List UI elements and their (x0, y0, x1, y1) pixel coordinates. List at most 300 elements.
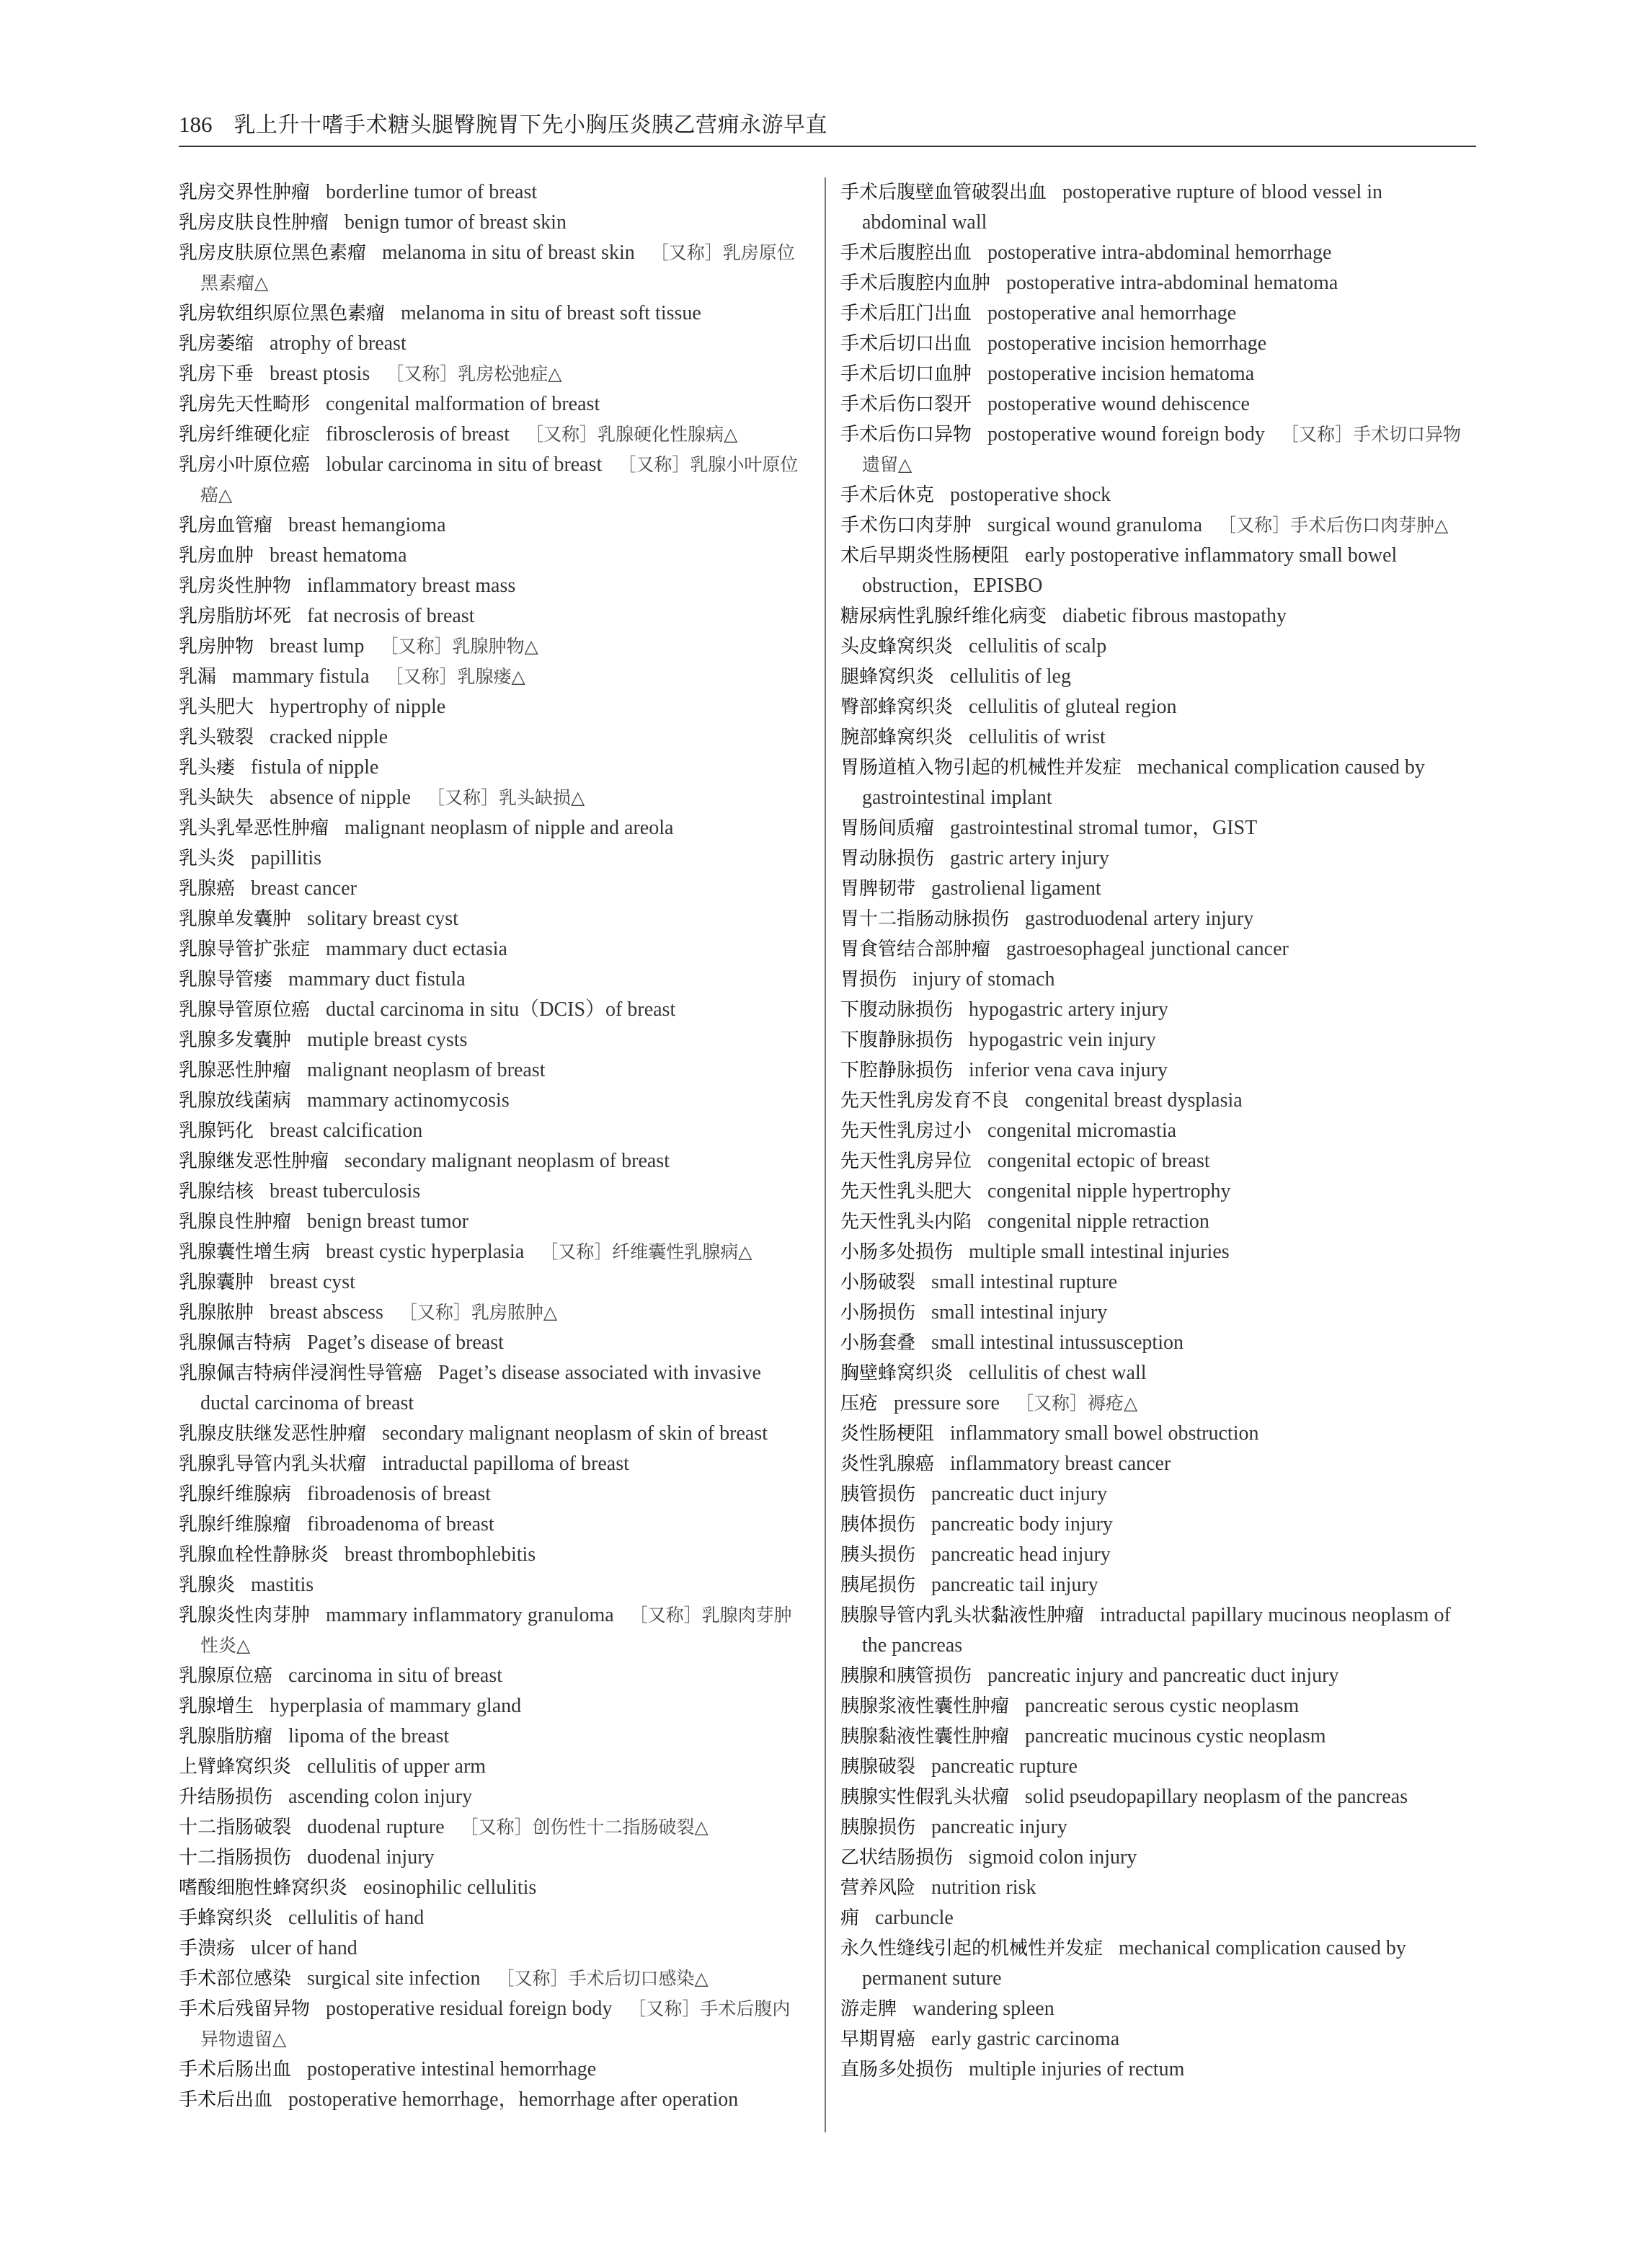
entry-term-zh: 小肠多处损伤 (840, 1241, 954, 1263)
entry-term-zh: 乳腺继发恶性肿瘤 (179, 1151, 329, 1172)
entry-term-en: mammary fistula (232, 665, 370, 688)
glossary-entry (179, 389, 807, 420)
glossary-entry (179, 1267, 807, 1298)
entry-term-en: postoperative wound foreign body (987, 423, 1265, 446)
glossary-entry (179, 298, 807, 329)
running-title: 乳上升十嗜手术糖头腿臀腕胃下先小胸压炎胰乙营痈永游早直 (234, 112, 827, 138)
entry-term-zh: 乳房血管瘤 (179, 515, 273, 536)
entry-term-zh: 乳腺囊性增生病 (179, 1241, 311, 1263)
entry-term-zh: 术后早期炎性肠梗阻 (840, 545, 1010, 567)
entry-term-zh: 乳房交界性肿瘤 (179, 182, 311, 203)
entry-term-en: multiple injuries of rectum (969, 2058, 1185, 2080)
entry-term-zh: 乳腺纤维腺瘤 (179, 1514, 292, 1535)
entry-term-en: multiple small intestinal injuries (969, 1241, 1230, 1263)
entry-alias: ［又称］手术后腹内异物遗留△ (200, 1998, 791, 2049)
entry-term-zh: 手溃疡 (179, 1938, 236, 1959)
glossary-entry (840, 965, 1472, 995)
glossary-entry (840, 601, 1472, 631)
entry-term-zh: 胰管损伤 (840, 1484, 916, 1505)
glossary-entry (179, 2085, 807, 2115)
entry-term-zh: 小肠破裂 (840, 1272, 916, 1293)
glossary-entry (179, 1358, 807, 1419)
entry-term-zh: 炎性肠梗阻 (840, 1423, 935, 1445)
entry-term-zh: 乳头肥大 (179, 696, 254, 718)
entry-term-en: postoperative hemorrhage，hemorrhage after operation (288, 2088, 739, 2111)
entry-term-en: gastroduodenal artery injury (1025, 908, 1254, 930)
entry-term-zh: 手术后切口出血 (840, 333, 972, 355)
glossary-entry (840, 1600, 1472, 1661)
entry-term-zh: 手术后切口血肿 (840, 363, 972, 385)
entry-term-zh: 下腹动脉损伤 (840, 999, 954, 1021)
entry-term-en: mammary inflammatory granuloma (326, 1604, 614, 1626)
entry-term-zh: 胃十二指肠动脉损伤 (840, 908, 1010, 930)
glossary-entry (840, 2055, 1472, 2085)
glossary-entry (179, 753, 807, 783)
entry-term-zh: 乳腺佩吉特病伴浸润性导管癌 (179, 1362, 423, 1384)
glossary-entry (840, 874, 1472, 904)
entry-term-zh: 乳房炎性肿物 (179, 575, 292, 597)
entry-term-en: benign breast tumor (307, 1210, 468, 1233)
entry-term-en: benign tumor of breast skin (345, 211, 567, 234)
entry-term-en: cellulitis of leg (950, 665, 1071, 688)
glossary-entry (179, 692, 807, 722)
entry-term-en: ascending colon injury (288, 1786, 473, 1808)
entry-term-en: cracked nipple (270, 726, 388, 748)
glossary-entry (840, 510, 1472, 541)
entry-term-zh: 乳腺恶性肿瘤 (179, 1060, 292, 1081)
entry-alias: ［又称］乳腺肉芽肿性炎△ (200, 1605, 792, 1656)
glossary-entry (840, 1055, 1472, 1086)
glossary-entry (179, 1964, 807, 1994)
entry-term-en: melanoma in situ of breast soft tissue (401, 302, 701, 324)
entry-term-zh: 乳腺乳导管内乳头状瘤 (179, 1453, 367, 1475)
entry-term-zh: 乳漏 (179, 666, 217, 688)
glossary-entry (179, 1933, 807, 1964)
entry-term-en: fibrosclerosis of breast (326, 423, 510, 446)
entry-term-zh: 手术后腹腔出血 (840, 242, 972, 264)
entry-term-zh: 手术后出血 (179, 2089, 273, 2111)
entry-term-zh: 永久性缝线引起的机械性并发症 (840, 1938, 1103, 1959)
glossary-entry (840, 1116, 1472, 1146)
entry-term-zh: 胰体损伤 (840, 1514, 916, 1535)
glossary-entry (179, 934, 807, 965)
glossary-entry (179, 1782, 807, 1812)
entry-term-zh: 乳腺钙化 (179, 1120, 254, 1142)
glossary-entry (840, 934, 1472, 965)
glossary-entry (840, 389, 1472, 420)
entry-term-en: breast hemangioma (288, 514, 446, 536)
entry-term-zh: 十二指肠破裂 (179, 1817, 292, 1838)
entry-term-zh: 乳房血肿 (179, 545, 254, 567)
entry-term-en: congenital nipple retraction (987, 1210, 1209, 1233)
entry-term-en: secondary malignant neoplasm of skin of breast (382, 1422, 768, 1445)
glossary-entry (840, 1540, 1472, 1570)
glossary-entry (179, 1540, 807, 1570)
entry-term-en: wandering spleen (912, 1998, 1054, 2020)
entry-term-en: congenital micromastia (987, 1120, 1177, 1142)
glossary-entry (840, 541, 1472, 601)
glossary-entry (840, 1782, 1472, 1812)
entry-term-en: mammary duct ectasia (326, 938, 507, 960)
entry-term-zh: 手术后伤口裂开 (840, 394, 972, 415)
entry-term-en: carbuncle (875, 1907, 954, 1929)
entry-term-zh: 乳房下垂 (179, 363, 254, 385)
entry-term-zh: 乳腺血栓性静脉炎 (179, 1544, 329, 1566)
glossary-entry (840, 1086, 1472, 1116)
entry-term-zh: 游走脾 (840, 1998, 897, 2020)
entry-alias: ［又称］手术切口异物遗留△ (862, 424, 1461, 475)
left-column (179, 177, 807, 2115)
entry-term-en: mechanical complication caused by permanent suture (862, 1937, 1406, 1990)
entry-term-en: diabetic fibrous mastopathy (1062, 605, 1287, 627)
entry-term-en: cellulitis of upper arm (307, 1755, 487, 1778)
entry-term-zh: 臀部蜂窝织炎 (840, 696, 954, 718)
entry-term-en: eosinophilic cellulitis (363, 1876, 537, 1899)
entry-alias: ［又称］乳腺瘘△ (385, 666, 525, 687)
glossary-entry (840, 1267, 1472, 1298)
glossary-entry (840, 1388, 1472, 1419)
entry-term-en: pancreatic body injury (931, 1513, 1113, 1535)
entry-term-zh: 乳腺炎性肉芽肿 (179, 1605, 311, 1626)
glossary-entry (840, 1449, 1472, 1479)
glossary-entry (840, 1025, 1472, 1055)
entry-term-zh: 乳头缺失 (179, 787, 254, 809)
entry-term-en: malignant neoplasm of nipple and areola (345, 817, 674, 839)
entry-term-en: atrophy of breast (270, 332, 407, 355)
entry-term-en: absence of nipple (270, 786, 411, 809)
glossary-entry (179, 1055, 807, 1086)
glossary-entry (179, 1691, 807, 1721)
entry-term-en: injury of stomach (912, 968, 1055, 990)
entry-term-zh: 上臂蜂窝织炎 (179, 1756, 292, 1778)
glossary-entry (840, 1298, 1472, 1328)
glossary-entry (179, 1298, 807, 1328)
glossary-entry (179, 571, 807, 601)
glossary-entry (179, 722, 807, 753)
entry-term-en: gastrolienal ligament (931, 877, 1101, 900)
entry-term-zh: 乳头皲裂 (179, 727, 254, 748)
entry-term-zh: 胃食管结合部肿瘤 (840, 939, 991, 960)
right-column (840, 177, 1472, 2085)
entry-term-en: fibroadenosis of breast (307, 1483, 492, 1505)
glossary-entry (179, 1419, 807, 1449)
glossary-entry (840, 1812, 1472, 1843)
entry-term-en: gastric artery injury (950, 847, 1109, 869)
entry-term-zh: 腕部蜂窝织炎 (840, 727, 954, 748)
glossary-entry (840, 420, 1472, 480)
entry-term-en: cellulitis of hand (288, 1907, 425, 1929)
entry-term-zh: 乳腺增生 (179, 1696, 254, 1717)
entry-term-en: breast hematoma (270, 544, 407, 567)
entry-term-zh: 乳房软组织原位黑色素瘤 (179, 303, 386, 324)
entry-term-en: papillitis (251, 847, 322, 869)
glossary-entry (840, 843, 1472, 874)
entry-term-en: postoperative residual foreign body (326, 1998, 613, 2020)
entry-term-en: breast thrombophlebitis (345, 1543, 536, 1566)
glossary-entry (179, 1237, 807, 1267)
glossary-entry (840, 238, 1472, 268)
glossary-entry (179, 420, 807, 450)
entry-term-zh: 乳腺良性肿瘤 (179, 1211, 292, 1233)
glossary-entry (179, 1086, 807, 1116)
glossary-entry (840, 268, 1472, 298)
entry-term-en: duodenal rupture (307, 1816, 445, 1838)
entry-term-en: early postoperative inflammatory small bowel obstruction，EPISBO (862, 544, 1398, 597)
entry-alias: ［又称］手术后伤口肉芽肿△ (1218, 515, 1449, 536)
entry-term-en: breast lump (270, 635, 365, 657)
entry-term-en: melanoma in situ of breast skin (382, 241, 635, 264)
entry-alias: ［又称］乳腺硬化性腺病△ (525, 424, 738, 445)
entry-term-en: cellulitis of wrist (969, 726, 1106, 748)
entry-term-zh: 手术部位感染 (179, 1968, 292, 1990)
entry-term-en: hyperplasia of mammary gland (270, 1695, 522, 1717)
entry-alias: ［又称］褥疮△ (1015, 1393, 1138, 1414)
entry-term-zh: 乳腺放线菌病 (179, 1090, 292, 1112)
glossary-entry (179, 843, 807, 874)
entry-term-en: lobular carcinoma in situ of breast (326, 453, 603, 476)
entry-term-zh: 乳腺佩吉特病 (179, 1332, 292, 1354)
entry-term-en: postoperative intestinal hemorrhage (307, 2058, 597, 2080)
entry-term-en: secondary malignant neoplasm of breast (345, 1150, 670, 1172)
entry-term-zh: 先天性乳头肥大 (840, 1181, 972, 1202)
entry-term-en: small intestinal rupture (931, 1271, 1118, 1293)
entry-term-zh: 乳房脂肪坏死 (179, 606, 292, 627)
glossary-entry (179, 1328, 807, 1358)
header-rule (179, 146, 1476, 147)
glossary-entry (179, 1025, 807, 1055)
glossary-entry (840, 1843, 1472, 1873)
glossary-entry (840, 1933, 1472, 1994)
glossary-entry (179, 783, 807, 813)
entry-term-en: cellulitis of chest wall (969, 1362, 1147, 1384)
glossary-entry (179, 631, 807, 662)
entry-term-en: gastroesophageal junctional cancer (1006, 938, 1289, 960)
glossary-entry (840, 329, 1472, 359)
glossary-entry (179, 1721, 807, 1752)
glossary-entry (179, 329, 807, 359)
entry-term-en: nutrition risk (931, 1876, 1036, 1899)
entry-term-en: breast calcification (270, 1120, 423, 1142)
glossary-entry (840, 2024, 1472, 2055)
glossary-entry (840, 1146, 1472, 1176)
entry-term-en: postoperative incision hematoma (987, 363, 1255, 385)
entry-term-en: small intestinal injury (931, 1301, 1108, 1324)
entry-term-zh: 升结肠损伤 (179, 1786, 273, 1808)
entry-term-en: pancreatic injury (931, 1816, 1067, 1838)
entry-term-en: breast abscess (270, 1301, 383, 1324)
entry-term-zh: 乳房皮肤良性肿瘤 (179, 212, 329, 234)
glossary-entry (179, 359, 807, 389)
entry-term-zh: 胸壁蜂窝织炎 (840, 1362, 954, 1384)
entry-term-en: borderline tumor of breast (326, 181, 538, 203)
entry-term-en: pancreatic mucinous cystic neoplasm (1025, 1725, 1326, 1747)
entry-term-zh: 胰头损伤 (840, 1544, 916, 1566)
entry-term-zh: 乳腺纤维腺病 (179, 1484, 292, 1505)
entry-term-zh: 手术后残留异物 (179, 1998, 311, 2020)
entry-term-zh: 营养风险 (840, 1877, 916, 1899)
entry-alias: ［又称］乳头缺损△ (426, 787, 585, 808)
entry-term-en: intraductal papilloma of breast (382, 1453, 629, 1475)
glossary-entry (179, 601, 807, 631)
entry-term-zh: 乳房小叶原位癌 (179, 454, 311, 476)
glossary-entry (179, 813, 807, 843)
glossary-entry (840, 1752, 1472, 1782)
entry-term-en: malignant neoplasm of breast (307, 1059, 546, 1081)
entry-term-zh: 下腔静脉损伤 (840, 1060, 954, 1081)
glossary-entry (179, 450, 807, 510)
glossary-entry (840, 1207, 1472, 1237)
entry-term-zh: 乳房肿物 (179, 636, 254, 657)
glossary-entry (179, 177, 807, 208)
entry-term-zh: 手术后腹腔内血肿 (840, 272, 991, 294)
glossary-entry (840, 1721, 1472, 1752)
entry-term-en: mutiple breast cysts (307, 1029, 468, 1051)
entry-term-zh: 早期胃癌 (840, 2029, 916, 2050)
entry-term-zh: 手术后休克 (840, 484, 935, 506)
entry-term-zh: 胰腺导管内乳头状黏液性肿瘤 (840, 1605, 1085, 1626)
entry-term-en: Paget’s disease associated with invasive ductal carcinoma of breast (200, 1362, 761, 1414)
page-number: 186 (179, 112, 213, 137)
glossary-entry (179, 1146, 807, 1176)
running-header (179, 107, 1476, 143)
entry-term-en: sigmoid colon injury (969, 1846, 1137, 1869)
glossary-entry (840, 1479, 1472, 1510)
glossary-entry (840, 480, 1472, 510)
entry-term-zh: 先天性乳房发育不良 (840, 1090, 1010, 1112)
entry-term-zh: 下腹静脉损伤 (840, 1029, 954, 1051)
entry-alias: ［又称］手术后切口感染△ (496, 1968, 709, 1989)
entry-term-zh: 乳头乳晕恶性肿瘤 (179, 817, 329, 839)
entry-term-zh: 乙状结肠损伤 (840, 1847, 954, 1869)
entry-term-zh: 乳腺皮肤继发恶性肿瘤 (179, 1423, 367, 1445)
entry-term-en: surgical site infection (307, 1967, 481, 1990)
entry-term-en: carcinoma in situ of breast (288, 1665, 503, 1687)
glossary-entry (840, 1176, 1472, 1207)
entry-term-zh: 乳腺导管瘘 (179, 969, 273, 990)
entry-term-zh: 乳腺多发囊肿 (179, 1029, 292, 1051)
entry-term-zh: 胰腺破裂 (840, 1756, 916, 1778)
entry-alias: ［又称］乳房脓肿△ (399, 1302, 558, 1323)
entry-term-en: congenital breast dysplasia (1025, 1089, 1243, 1112)
entry-term-zh: 乳腺脂肪瘤 (179, 1726, 273, 1747)
glossary-entry (840, 995, 1472, 1025)
glossary-entry (179, 1449, 807, 1479)
entry-term-zh: 胃肠道植入物引起的机械性并发症 (840, 757, 1122, 779)
glossary-entry (840, 298, 1472, 329)
entry-term-zh: 胰腺浆液性囊性肿瘤 (840, 1696, 1010, 1717)
entry-term-zh: 乳头炎 (179, 848, 236, 869)
glossary-entry (179, 1812, 807, 1843)
entry-term-en: inflammatory breast mass (307, 575, 516, 597)
entry-term-en: congenital malformation of breast (326, 393, 600, 415)
entry-term-en: mastitis (251, 1574, 314, 1596)
glossary-entry (840, 662, 1472, 692)
entry-term-zh: 胃肠间质瘤 (840, 817, 935, 839)
entry-term-zh: 乳头瘘 (179, 757, 236, 779)
entry-alias: ［又称］纤维囊性乳腺病△ (540, 1241, 752, 1262)
entry-alias: ［又称］乳腺小叶原位癌△ (200, 454, 799, 505)
glossary-entry (179, 1510, 807, 1540)
glossary-entry (840, 1994, 1472, 2024)
entry-term-en: solid pseudopapillary neoplasm of the pancreas (1025, 1786, 1408, 1808)
entry-term-en: ductal carcinoma in situ（DCIS）of breast (326, 998, 676, 1021)
entry-term-en: fat necrosis of breast (307, 605, 475, 627)
entry-term-zh: 手术后肛门出血 (840, 303, 972, 324)
entry-term-zh: 乳房先天性畸形 (179, 394, 311, 415)
entry-term-zh: 胰腺黏液性囊性肿瘤 (840, 1726, 1010, 1747)
entry-term-zh: 手蜂窝织炎 (179, 1907, 273, 1929)
entry-term-zh: 乳腺结核 (179, 1181, 254, 1202)
entry-term-en: inflammatory breast cancer (950, 1453, 1171, 1475)
entry-term-zh: 十二指肠损伤 (179, 1847, 292, 1869)
glossary-entry (179, 1207, 807, 1237)
entry-alias: ［又称］乳房原位黑素瘤△ (200, 242, 795, 293)
entry-term-en: congenital nipple hypertrophy (987, 1180, 1231, 1202)
entry-term-zh: 乳房萎缩 (179, 333, 254, 355)
glossary-entry (840, 692, 1472, 722)
glossary-entry (840, 631, 1472, 662)
entry-term-en: fistula of nipple (251, 756, 379, 779)
entry-term-en: intraductal papillary mucinous neoplasm of the pancreas (862, 1604, 1451, 1657)
glossary-entry (840, 1873, 1472, 1903)
glossary-entry (840, 1903, 1472, 1933)
entry-term-en: postoperative intra-abdominal hemorrhage (987, 241, 1332, 264)
column-divider (825, 177, 826, 2132)
entry-term-en: pancreatic serous cystic neoplasm (1025, 1695, 1300, 1717)
entry-term-zh: 手术伤口肉芽肿 (840, 515, 972, 536)
entry-term-zh: 胰腺损伤 (840, 1817, 916, 1838)
glossary-entry (179, 1903, 807, 1933)
entry-alias: ［又称］创伤性十二指肠破裂△ (460, 1817, 709, 1838)
entry-term-en: breast cancer (251, 877, 357, 900)
glossary-entry (840, 1510, 1472, 1540)
entry-term-en: hypogastric artery injury (969, 998, 1168, 1021)
glossary-entry (840, 1419, 1472, 1449)
entry-alias: ［又称］乳房松弛症△ (386, 363, 562, 384)
glossary-entry (840, 1661, 1472, 1691)
entry-term-en: breast cyst (270, 1271, 355, 1293)
glossary-entry (179, 965, 807, 995)
glossary-entry (179, 662, 807, 692)
entry-term-en: pancreatic rupture (931, 1755, 1078, 1778)
entry-term-zh: 胰腺和胰管损伤 (840, 1665, 972, 1687)
glossary-entry (179, 510, 807, 541)
entry-term-en: breast tuberculosis (270, 1180, 421, 1202)
entry-term-zh: 直肠多处损伤 (840, 2059, 954, 2080)
entry-term-en: pancreatic head injury (931, 1543, 1111, 1566)
entry-term-zh: 乳腺炎 (179, 1574, 236, 1596)
entry-term-zh: 胰腺实性假乳头状瘤 (840, 1786, 1010, 1808)
glossary-entry (840, 813, 1472, 843)
entry-term-zh: 手术后肠出血 (179, 2059, 292, 2080)
glossary-entry (179, 2055, 807, 2085)
entry-term-en: solitary breast cyst (307, 908, 458, 930)
entry-term-en: lipoma of the breast (288, 1725, 450, 1747)
entry-term-zh: 腿蜂窝织炎 (840, 666, 935, 688)
glossary-entry (179, 1600, 807, 1661)
glossary-entry (179, 541, 807, 571)
glossary-entry (840, 1691, 1472, 1721)
entry-term-zh: 先天性乳房过小 (840, 1120, 972, 1142)
entry-term-en: postoperative intra-abdominal hematoma (1006, 272, 1338, 294)
entry-term-en: fibroadenoma of breast (307, 1513, 494, 1535)
entry-term-zh: 小肠套叠 (840, 1332, 916, 1354)
entry-term-zh: 乳房皮肤原位黑色素瘤 (179, 242, 367, 264)
entry-term-en: surgical wound granuloma (987, 514, 1203, 536)
entry-term-en: congenital ectopic of breast (987, 1150, 1210, 1172)
glossary-entry (840, 1328, 1472, 1358)
entry-term-zh: 先天性乳头内陷 (840, 1211, 972, 1233)
